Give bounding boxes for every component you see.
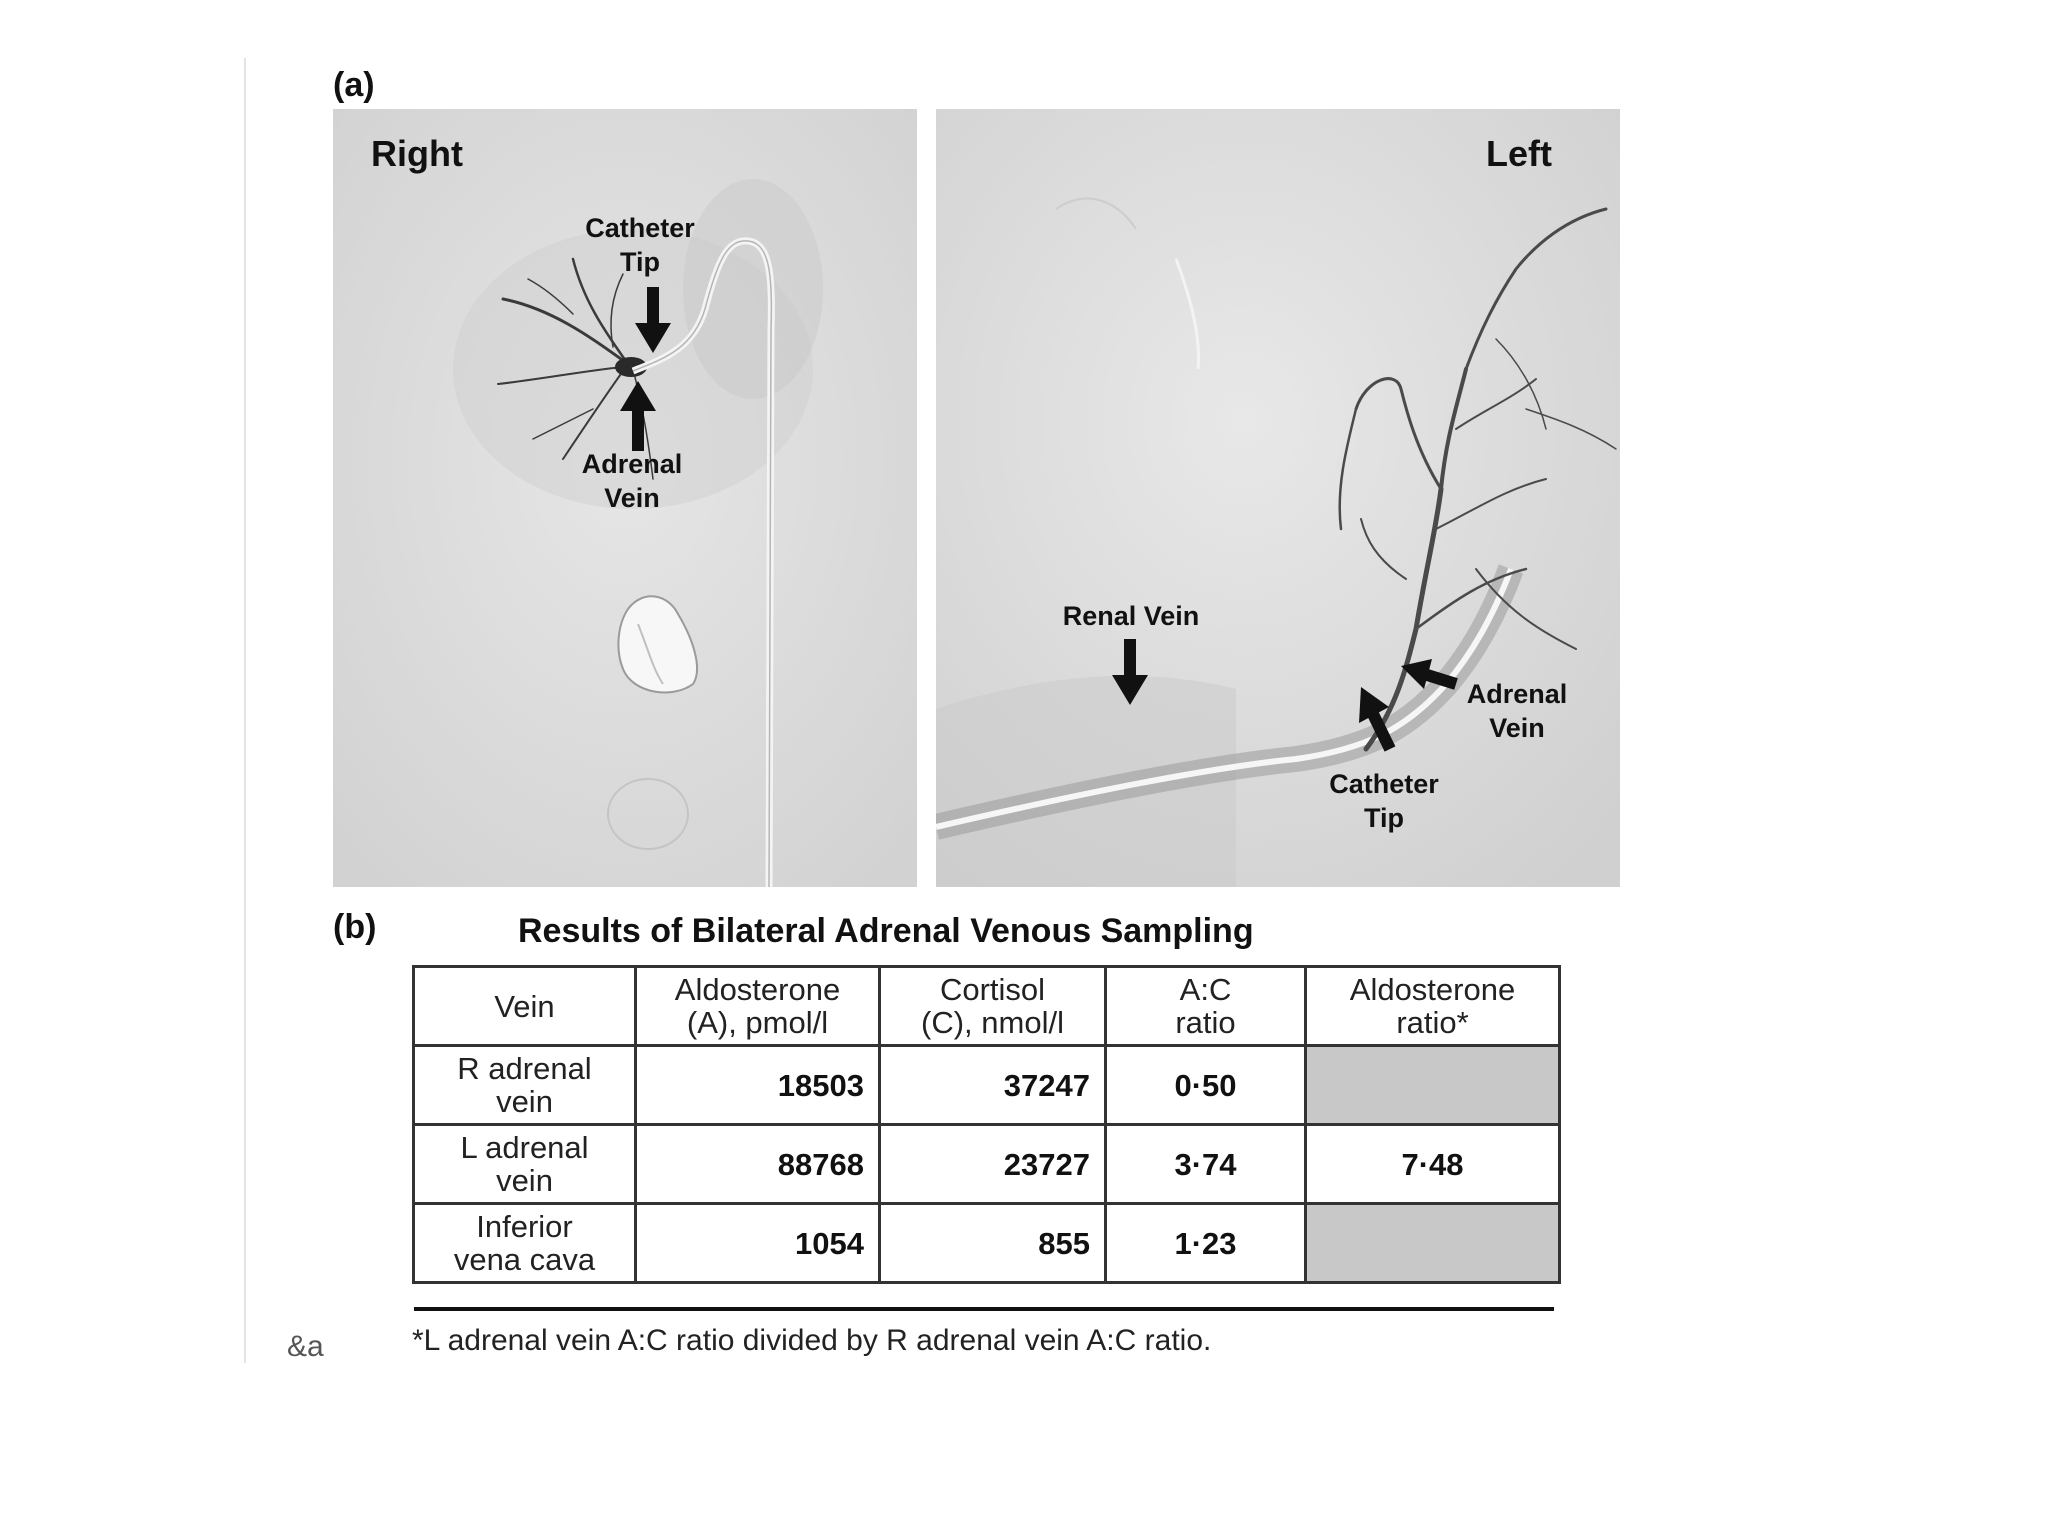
panel-a-label: (a) (333, 66, 375, 104)
cell-cortisol: 23727 (880, 1125, 1106, 1204)
header-aldosterone-ratio: Aldosterone ratio* (1306, 967, 1560, 1046)
left-adrenal-vein-line1: Adrenal (1466, 679, 1568, 709)
left-angiogram-image (936, 109, 1620, 887)
right-catheter-tip-line2: Tip (620, 247, 660, 277)
right-angiogram (333, 109, 917, 887)
header-aldosterone: Aldosterone (A), pmol/l (636, 967, 880, 1046)
right-adrenal-vein-line1: Adrenal (581, 449, 683, 479)
header-cortisol: Cortisol (C), nmol/l (880, 967, 1106, 1046)
results-table (412, 965, 1561, 1284)
table-row (414, 1204, 1560, 1283)
cell-aldosterone: 1054 (636, 1204, 880, 1283)
left-angiogram (936, 109, 1620, 887)
table-footnote: *L adrenal vein A:C ratio divided by R adrenal vein A:C ratio. (412, 1324, 1212, 1357)
cell-ac-ratio: 3·74 (1106, 1125, 1306, 1204)
cell-vein: R adrenal vein (414, 1046, 636, 1125)
renal-vein-label: Renal Vein (1062, 601, 1200, 631)
cell-aldosterone: 18503 (636, 1046, 880, 1125)
cell-aldosterone-ratio (1306, 1204, 1560, 1283)
cell-cortisol: 37247 (880, 1046, 1106, 1125)
left-catheter-tip-line2: Tip (1364, 803, 1404, 833)
left-catheter-tip-line1: Catheter (1329, 769, 1439, 799)
table-title: Results of Bilateral Adrenal Venous Sampling (518, 912, 1254, 950)
cell-cortisol: 855 (880, 1204, 1106, 1283)
table-header-row (414, 967, 1560, 1046)
cell-aldosterone-ratio (1306, 1046, 1560, 1125)
cell-aldosterone-ratio: 7·48 (1306, 1125, 1560, 1204)
right-adrenal-vein-label (567, 447, 697, 515)
cell-vein: L adrenal vein (414, 1125, 636, 1204)
left-adrenal-vein-line2: Vein (1489, 713, 1545, 743)
panel-b-label: (b) (333, 908, 377, 946)
stray-text: &a (287, 1330, 324, 1363)
cell-vein: Inferior vena cava (414, 1204, 636, 1283)
header-ac-ratio: A:C ratio (1106, 967, 1306, 1046)
left-catheter-tip-label (1314, 767, 1454, 835)
cell-aldosterone: 88768 (636, 1125, 880, 1204)
left-side-label: Left (1486, 133, 1552, 174)
cell-ac-ratio: 0·50 (1106, 1046, 1306, 1125)
table-row (414, 1046, 1560, 1125)
left-adrenal-vein-label (1452, 677, 1582, 745)
page-left-rule (244, 58, 246, 1363)
right-catheter-tip-line1: Catheter (585, 213, 695, 243)
table-row (414, 1125, 1560, 1204)
table-bottom-rule (414, 1307, 1554, 1311)
header-vein: Vein (414, 967, 636, 1046)
right-adrenal-vein-line2: Vein (604, 483, 660, 513)
right-catheter-tip-label (575, 211, 705, 279)
cell-ac-ratio: 1·23 (1106, 1204, 1306, 1283)
right-side-label: Right (371, 133, 463, 174)
